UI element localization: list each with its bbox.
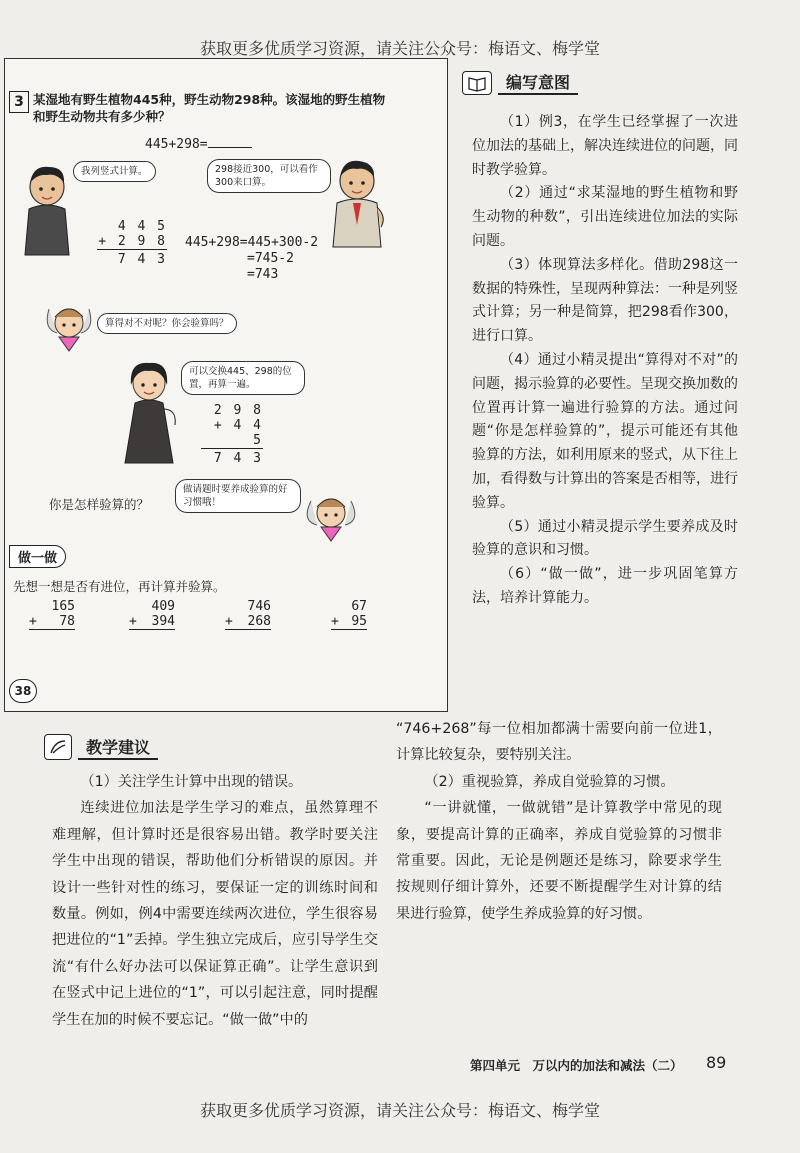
mental-calc-line-1: 445+298=445+300-2 <box>185 235 319 250</box>
example-number-badge: 3 <box>9 91 29 113</box>
top-watermark: 获取更多优质学习资源，请关注公众号：梅语文、梅学堂 <box>199 39 600 58</box>
practice-problem-3: 746 + 268 <box>225 599 271 629</box>
elf-figure-top <box>41 299 97 353</box>
suggestions-title: 教学建议 <box>78 735 158 760</box>
intent-paragraph: （3）体现算法多样化。借助298这一数据的特殊性，呈现两种算法：一种是列竖式计算；另一种是简算，把298看作300，进行口算。 <box>472 256 738 345</box>
practice-problem-1: 165 + 78 <box>29 599 75 629</box>
intent-paragraph: （2）通过“求某湿地的野生植物和野生动物的种数”，引出连续进位加法的实际问题。 <box>472 185 738 249</box>
girl-figure <box>117 359 181 471</box>
practice-problem-2: 409 + 394 <box>129 599 175 629</box>
verification-question: 你是怎样验算的？ <box>49 497 150 512</box>
mental-calc-line-2: =745-2 <box>247 251 294 266</box>
chapter-footer: 第四单元 万以内的加法和减法（二） <box>470 1058 683 1073</box>
suggestion-paragraph: （1）关注学生计算中出现的错误。 <box>80 774 303 790</box>
textbook-page-scan <box>4 58 448 712</box>
suggestions-right-column <box>396 716 722 927</box>
equation-blank: 445+298= <box>145 137 252 152</box>
speech-bubble-elf-top: 算得对不对呢？你会验算吗？ <box>97 313 237 334</box>
intent-paragraph: （5）通过小精灵提示学生要养成及时验算的意识和习惯。 <box>472 518 738 559</box>
suggestions-heading <box>44 734 158 760</box>
intent-paragraph: （4）通过小精灵提出“算得对不对”的问题，揭示验算的必要性。呈现交换加数的位置再计算一遍进行验算的方法。通过问题“你是怎样验算的”，提示可能还有其他验算的方法，如利用原来的竖式，从下往上加，看得数与计算出的答案是否相等，进行验算。 <box>472 351 738 511</box>
suggestion-paragraph: “746+268”每一位相加都满十需要向前一位进1，计算比较复杂，要特别关注。 <box>396 721 722 764</box>
practice-instruction: 先想一想是否有进位，再计算并验算。 <box>13 579 226 594</box>
textbook-page-number: 38 <box>9 679 37 703</box>
boy-figure-left <box>19 159 79 259</box>
book-icon <box>462 71 492 95</box>
intent-paragraph: （1）例3，在学生已经掌握了一次进位加法的基础上，解决连续进位的问题，同时教学验算。 <box>472 114 738 178</box>
vertical-addition-2: 2 9 8 + 4 4 5 7 4 3 <box>201 403 263 466</box>
intent-paragraph: （6）“做一做”，进一步巩固笔算方法，培养计算能力。 <box>472 566 738 606</box>
intent-body <box>472 111 738 611</box>
page-number: 89 <box>706 1053 727 1072</box>
pen-icon <box>44 734 72 760</box>
vertical-addition-1: 4 4 5 + 2 9 8 7 4 3 <box>98 219 167 267</box>
practice-title-tag: 做一做 <box>9 545 66 568</box>
bottom-watermark: 获取更多优质学习资源，请关注公众号：梅语文、梅学堂 <box>199 1101 600 1120</box>
suggestion-paragraph: “一讲就懂，一做就错”是计算教学中常见的现象，要提高计算的正确率，养成自觉验算的习惯非常重要。因此，无论是例题还是练习，除要求学生按规则仔细计算外，还要不断提醒学生对计算的结果进行验算，使学生养成验算的好习惯。 <box>396 800 722 922</box>
speech-bubble-girl: 可以交换445、298的位置，再算一遍。 <box>181 361 305 395</box>
suggestions-left-column <box>52 769 378 1033</box>
boy-figure-right <box>323 155 389 255</box>
elf-figure-bottom <box>301 487 363 545</box>
suggestion-paragraph: （2）重视验算，养成自觉验算的习惯。 <box>424 773 675 790</box>
mental-calc-line-3: =743 <box>247 267 279 282</box>
example-problem-text: 某湿地有野生植物445种，野生动物298种。该湿地的野生植物和野生动物共有多少种？ <box>33 92 386 124</box>
speech-bubble-elf-bottom: 做请题时要养成验算的好习惯哦！ <box>175 479 301 513</box>
intent-heading <box>462 70 578 95</box>
speech-bubble-boy-right: 298接近300，可以看作300来口算。 <box>207 159 331 193</box>
practice-problem-4: 67 + 95 <box>331 599 367 629</box>
speech-bubble-boy-left: 我列竖式计算。 <box>73 161 156 182</box>
suggestion-paragraph: 连续进位加法是学生学习的难点，虽然算理不难理解，但计算时还是很容易出错。教学时要关注学生中出现的错误，帮助他们分析错误的原因。并设计一些针对性的练习，要保证一定的训练时间和数量。例如，例4中需要连续两次进位，学生很容易把进位的“1”丢掉。学生独立完成后，应引导学生交流“有什么好办法可以保证算正确”。让学生意识到在竖式中记上进位的“1”，可以引起注意，同时提醒学生在加的时候不要忘记。“做一做”中的 <box>52 800 378 1028</box>
intent-title: 编写意图 <box>498 70 578 95</box>
